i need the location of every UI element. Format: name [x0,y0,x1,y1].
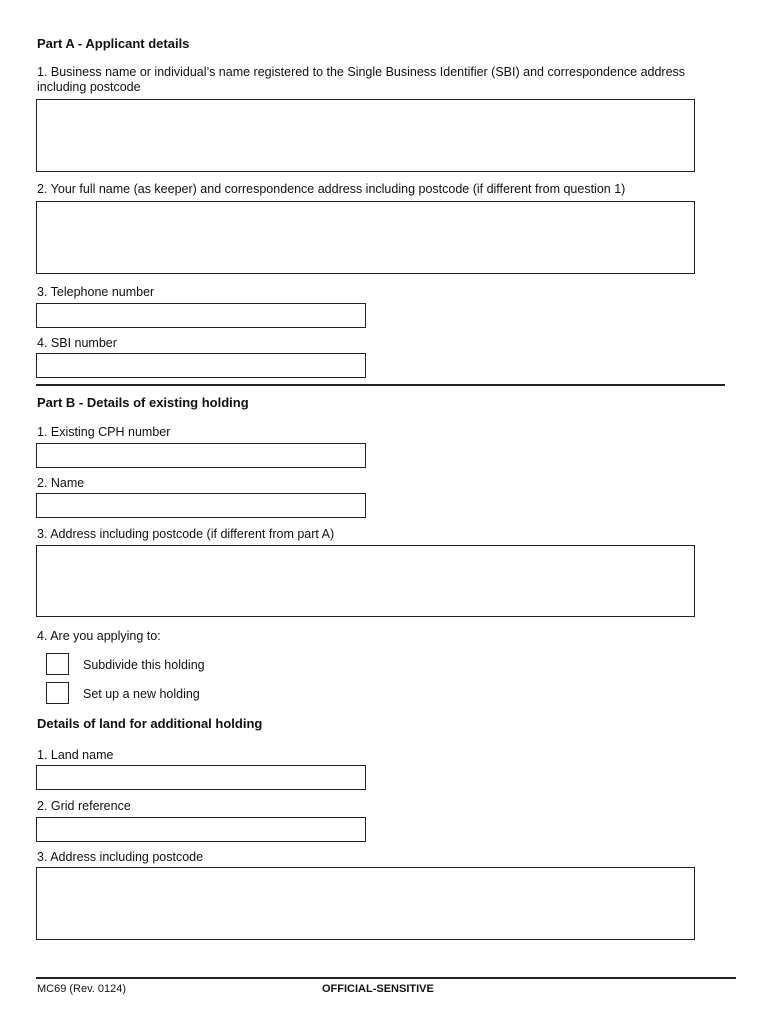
section-divider [36,384,725,386]
part-a-q4-label: 4. SBI number [37,336,117,350]
part-b-q2-label: 2. Name [37,476,85,490]
subdivide-holding-label: Subdivide this holding [83,658,205,672]
additional-land-q3-label: 3. Address including postcode [37,850,204,864]
business-name-address-field[interactable] [36,99,695,172]
part-b-q4-label: 4. Are you applying to: [37,629,161,643]
part-a-q3-label: 3. Telephone number [37,285,155,299]
new-holding-checkbox[interactable] [46,682,69,704]
holding-address-field[interactable] [36,545,695,617]
keeper-name-address-field[interactable] [36,201,695,274]
form-code: MC69 (Rev. 0124) [37,983,127,995]
part-a-q2-label: 2. Your full name (as keeper) and correspondence address including postcode (if different from question 1) [37,182,626,196]
part-a-heading: Part A - Applicant details [37,36,190,51]
additional-land-q1-label: 1. Land name [37,748,114,762]
telephone-field[interactable] [36,303,366,328]
classification-label: OFFICIAL-SENSITIVE [322,983,434,995]
part-b-q3-label: 3. Address including postcode (if different from part A) [37,527,335,541]
footer-divider [36,977,736,979]
holding-name-field[interactable] [36,493,366,518]
grid-reference-field[interactable] [36,817,366,842]
part-a-q1-label: 1. Business name or individual’s name registered to the Single Business Identifier (SBI) and correspondence address including postcode [37,65,686,94]
land-name-field[interactable] [36,765,366,790]
new-holding-label: Set up a new holding [83,687,200,701]
additional-land-heading: Details of land for additional holding [37,716,263,731]
land-address-field[interactable] [36,867,695,940]
part-b-q1-label: 1. Existing CPH number [37,425,171,439]
cph-number-field[interactable] [36,443,366,468]
sbi-number-field[interactable] [36,353,366,378]
additional-land-q2-label: 2. Grid reference [37,799,131,813]
subdivide-holding-checkbox[interactable] [46,653,69,675]
part-b-heading: Part B - Details of existing holding [37,395,249,410]
